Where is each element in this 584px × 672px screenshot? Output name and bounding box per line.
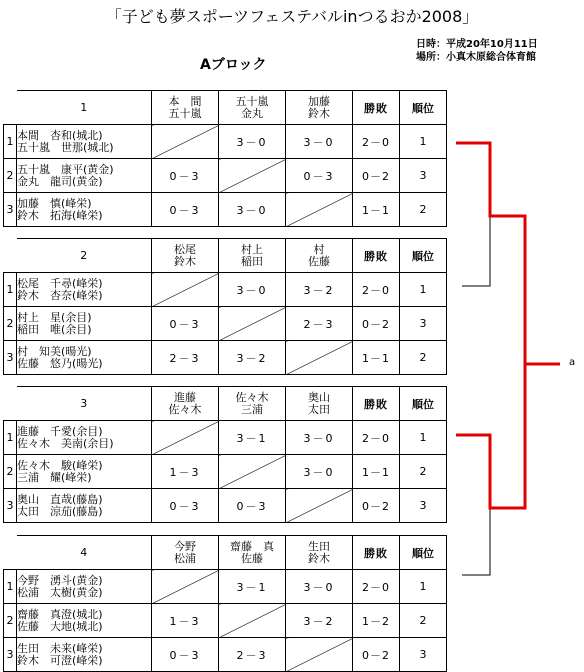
pair-index: 2	[4, 604, 17, 638]
player-name: 佐藤 悠乃(暘光)	[17, 356, 103, 370]
opponent-name: 太田	[308, 402, 330, 416]
opponent-name: 奥山	[308, 390, 330, 404]
opponent-name: 松尾	[174, 242, 196, 256]
page-title: 「子ども夢スポーツフェステバルinつるおか2008」	[105, 7, 479, 26]
opponent-name: 鈴木	[308, 551, 330, 565]
match-score: 3－2	[219, 341, 286, 375]
win-loss-record: 2－0	[353, 570, 400, 604]
match-score: 2－3	[152, 341, 219, 375]
match-score: 0－3	[152, 159, 219, 193]
opponent-name: 三浦	[241, 402, 263, 416]
pair-index: 2	[4, 455, 17, 489]
rank-value: 2	[400, 455, 447, 489]
pair-index: 1	[4, 421, 17, 455]
rank-value: 1	[400, 273, 447, 307]
player-name: 鈴木 杏奈(峰栄)	[17, 288, 103, 302]
match-score: 2－3	[219, 638, 286, 672]
rank-value: 3	[400, 489, 447, 523]
match-score: 3－0	[286, 125, 353, 159]
pair-index: 3	[4, 193, 17, 227]
bracket-line-group2	[462, 216, 525, 286]
match-score: 2－3	[286, 307, 353, 341]
match-score: 0－3	[152, 489, 219, 523]
player-name: 齋藤 真澄(城北)	[17, 607, 103, 621]
match-score: 3－0	[286, 570, 353, 604]
opponent-name: 本 間	[168, 94, 202, 108]
match-score: 3－0	[219, 193, 286, 227]
player-name: 松尾 千尋(峰栄)	[17, 276, 103, 290]
match-score: 3－0	[219, 125, 286, 159]
match-score: 3－1	[219, 570, 286, 604]
win-loss-record: 1－1	[353, 455, 400, 489]
group-number: 1	[17, 91, 152, 125]
win-loss-record: 2－0	[353, 273, 400, 307]
record-header: 勝敗	[353, 387, 400, 421]
rank-header: 順位	[400, 536, 447, 570]
match-score: 1－3	[152, 604, 219, 638]
opponent-name: 鈴木	[174, 254, 196, 268]
opponent-name: 五十嵐	[235, 94, 269, 108]
win-loss-record: 0－2	[353, 638, 400, 672]
rank-header: 順位	[400, 91, 447, 125]
player-name: 五十嵐 世那(城北)	[17, 140, 114, 154]
opponent-name: 佐藤	[308, 254, 330, 268]
rank-value: 1	[400, 570, 447, 604]
match-score: 1－3	[152, 455, 219, 489]
bracket-line-group4	[462, 508, 525, 575]
record-header: 勝敗	[353, 239, 400, 273]
opponent-name: 佐藤	[241, 551, 263, 565]
rank-value: 1	[400, 421, 447, 455]
player-name: 生田 未来(峰栄)	[17, 641, 103, 655]
player-name: 佐々木 駿(峰栄)	[17, 458, 103, 472]
player-name: 三浦 耀(峰栄)	[17, 470, 92, 484]
player-name: 鈴木 可澄(峰栄)	[17, 653, 103, 667]
match-score: 0－3	[286, 159, 353, 193]
match-score: 0－3	[152, 307, 219, 341]
pair-index: 3	[4, 489, 17, 523]
record-header: 勝敗	[353, 536, 400, 570]
match-score: 0－3	[152, 193, 219, 227]
rank-value: 3	[400, 159, 447, 193]
win-loss-record: 2－0	[353, 125, 400, 159]
opponent-name: 佐々木	[235, 390, 269, 404]
player-name: 今野 湧斗(黄金)	[17, 573, 103, 587]
win-loss-record: 2－0	[353, 421, 400, 455]
rank-value: 2	[400, 341, 447, 375]
match-score: 3－1	[219, 421, 286, 455]
rank-header: 順位	[400, 387, 447, 421]
opponent-name: 佐々木	[168, 402, 202, 416]
player-name: 加藤 慎(峰栄)	[17, 196, 92, 210]
opponent-name: 進藤	[174, 390, 196, 404]
pair-index: 1	[4, 570, 17, 604]
player-name: 稲田 唯(余目)	[17, 322, 92, 336]
rank-value: 3	[400, 638, 447, 672]
match-score: 0－3	[152, 638, 219, 672]
player-name: 奥山 直哉(藤島)	[17, 492, 103, 506]
rank-value: 3	[400, 307, 447, 341]
win-loss-record: 0－2	[353, 159, 400, 193]
player-name: 本間 杏和(城北)	[17, 128, 103, 142]
date-value: ：平成20年10月11日	[436, 39, 538, 50]
win-loss-record: 0－2	[353, 307, 400, 341]
opponent-name: 鈴木	[308, 106, 330, 120]
bracket-winner-label: a	[569, 357, 576, 368]
player-name: 鈴木 拓海(峰栄)	[17, 208, 103, 222]
match-score: 0－3	[219, 489, 286, 523]
player-name: 村 知美(暘光)	[17, 344, 92, 358]
pair-index: 1	[4, 273, 17, 307]
match-score: 3－0	[286, 455, 353, 489]
match-score: 3－0	[286, 421, 353, 455]
opponent-name: 加藤	[308, 94, 330, 108]
player-name: 村上 星(余目)	[17, 310, 92, 324]
place-label: 場所	[416, 52, 436, 63]
pair-index: 3	[4, 341, 17, 375]
record-header: 勝敗	[353, 91, 400, 125]
bracket-winner-path-upper	[456, 143, 560, 364]
opponent-name: 金丸	[241, 106, 263, 120]
win-loss-record: 1－1	[353, 193, 400, 227]
win-loss-record: 1－2	[353, 604, 400, 638]
bracket-winner-path-lower	[456, 364, 525, 508]
pair-index: 1	[4, 125, 17, 159]
rank-value: 2	[400, 193, 447, 227]
opponent-name: 今野	[174, 539, 196, 553]
opponent-name: 村	[313, 242, 325, 256]
player-name: 佐藤 大地(城北)	[17, 619, 103, 633]
pair-index: 2	[4, 159, 17, 193]
match-score: 3－2	[286, 604, 353, 638]
opponent-name: 松浦	[174, 551, 196, 565]
rank-header: 順位	[400, 239, 447, 273]
match-score: 3－0	[219, 273, 286, 307]
opponent-name: 生田	[308, 539, 330, 553]
opponent-name: 齋藤 真	[230, 539, 274, 553]
rank-value: 2	[400, 604, 447, 638]
opponent-name: 稲田	[241, 254, 263, 268]
opponent-name: 五十嵐	[168, 106, 202, 120]
player-name: 五十嵐 康平(黄金)	[17, 162, 114, 176]
opponent-name: 村上	[241, 242, 263, 256]
win-loss-record: 0－2	[353, 489, 400, 523]
group-number: 3	[17, 387, 152, 421]
date-label: 日時	[416, 39, 436, 50]
win-loss-record: 1－1	[353, 341, 400, 375]
player-name: 金丸 龍司(黄金)	[17, 174, 103, 188]
player-name: 太田 涼茄(藤島)	[17, 504, 103, 518]
pair-index: 3	[4, 638, 17, 672]
block-title: Aブロック	[200, 57, 267, 73]
rank-value: 1	[400, 125, 447, 159]
player-name: 佐々木 美南(余目)	[17, 436, 114, 450]
match-score: 3－2	[286, 273, 353, 307]
place-value: ：小真木原総合体育館	[436, 52, 536, 63]
group-number: 4	[17, 536, 152, 570]
group-number: 2	[17, 239, 152, 273]
player-name: 松浦 太樹(黄金)	[17, 585, 103, 599]
pair-index: 2	[4, 307, 17, 341]
player-name: 進藤 千愛(余目)	[17, 424, 103, 438]
